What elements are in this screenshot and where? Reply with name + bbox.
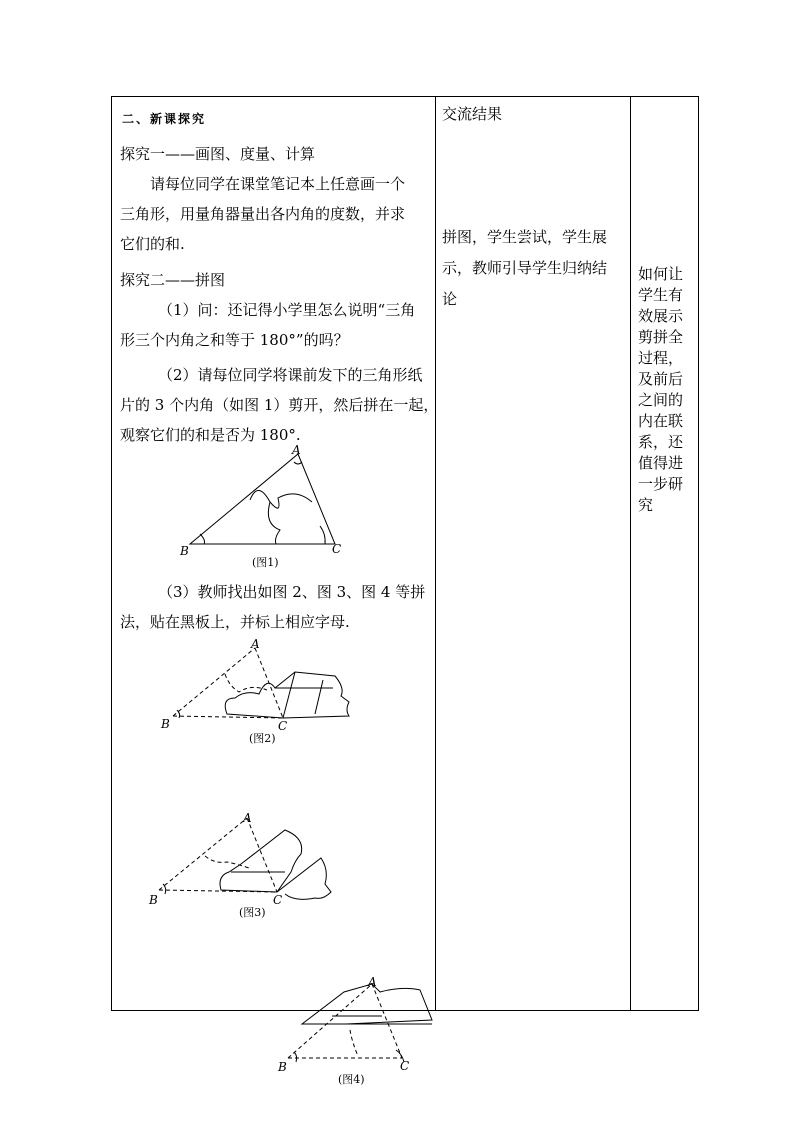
activity-text: 示，教师引导学生归纳结 xyxy=(442,259,608,277)
cut-pieces xyxy=(225,672,349,718)
note-line: 剪拼全 xyxy=(638,328,684,346)
label-c: C xyxy=(273,893,283,907)
note-line: 及前后 xyxy=(638,370,684,388)
dashed-side xyxy=(372,984,402,1058)
dashed-cut xyxy=(205,856,249,868)
question-1: （1）问：还记得小学里怎么说明“三角 xyxy=(158,301,416,319)
design-note-column xyxy=(631,97,699,1010)
question-3: （3）教师找出如图 2、图 3、图 4 等拼 xyxy=(158,583,426,601)
label-b: B xyxy=(161,717,170,731)
question-2: 观察它们的和是否为 180°. xyxy=(120,426,301,444)
figure-caption: (图2) xyxy=(249,732,276,745)
figure-1 xyxy=(170,440,360,570)
piece-edge xyxy=(315,680,323,714)
label-b: B xyxy=(278,1060,287,1074)
angle-mark-c xyxy=(320,526,325,544)
label-c: C xyxy=(278,719,288,733)
label-b: B xyxy=(180,544,189,558)
figure-caption: (图3) xyxy=(239,906,266,919)
explore1-title: 探究一——画图、度量、计算 xyxy=(120,145,316,163)
figure-caption: (图4) xyxy=(338,1073,365,1086)
figure-2 xyxy=(155,636,365,746)
note-line: 学生有 xyxy=(638,286,684,304)
figure-4 xyxy=(272,972,442,1090)
explore1-text: 三角形，用量角器量出各内角的度数，并求 xyxy=(120,205,406,223)
dashed-cut xyxy=(350,1030,358,1056)
note-line: 效展示 xyxy=(638,307,684,325)
dashed-cut xyxy=(225,674,267,692)
angle-mark xyxy=(294,1052,297,1062)
activity-text: 拼图，学生尝试，学生展 xyxy=(442,228,608,246)
student-activity-column xyxy=(436,97,630,1010)
cut-pieces xyxy=(302,984,432,1024)
note-line: 系，还 xyxy=(638,433,684,451)
label-c: C xyxy=(400,1059,410,1073)
section-title: 二、新课探究 xyxy=(122,112,207,126)
note-line: 如何让 xyxy=(638,265,684,283)
note-line: 值得进 xyxy=(638,454,684,472)
label-a: A xyxy=(292,443,301,457)
note-line: 过程， xyxy=(638,349,684,367)
triangle-abc xyxy=(190,454,335,544)
activity-text: 交流结果 xyxy=(442,105,503,123)
note-line: 内在联 xyxy=(638,412,684,430)
piece-edge xyxy=(283,672,295,718)
angle-mark-a xyxy=(294,462,302,464)
label-b: B xyxy=(149,893,158,907)
label-a: A xyxy=(368,975,377,989)
note-line: 一步研 xyxy=(638,475,684,493)
question-2: （2）请每位同学将课前发下的三角形纸 xyxy=(158,366,423,384)
note-line: 究 xyxy=(638,496,654,514)
dashed-side xyxy=(159,818,247,890)
explore1-text: 请每位同学在课堂笔记本上任意画一个 xyxy=(150,175,406,193)
label-a: A xyxy=(243,811,252,825)
cut-piece xyxy=(277,858,331,899)
dashed-side xyxy=(173,648,255,716)
question-2: 片的 3 个内角（如图 1）剪开，然后拼在一起， xyxy=(120,396,439,414)
figure-caption: (图1) xyxy=(252,556,279,569)
activity-text: 论 xyxy=(442,290,458,308)
dashed-side xyxy=(288,984,372,1058)
label-c: C xyxy=(332,542,342,556)
figure-3 xyxy=(145,808,355,923)
note-line: 之间的 xyxy=(638,391,684,409)
question-1: 形三个内角之和等于 180°”的吗？ xyxy=(120,331,349,349)
label-a: A xyxy=(251,637,260,651)
question-3: 法，贴在黑板上，并标上相应字母. xyxy=(120,613,350,631)
dashed-side xyxy=(247,818,277,892)
explore1-text: 它们的和. xyxy=(120,235,185,253)
explore2-title: 探究二——拼图 xyxy=(120,271,226,289)
cut-line xyxy=(250,490,312,508)
